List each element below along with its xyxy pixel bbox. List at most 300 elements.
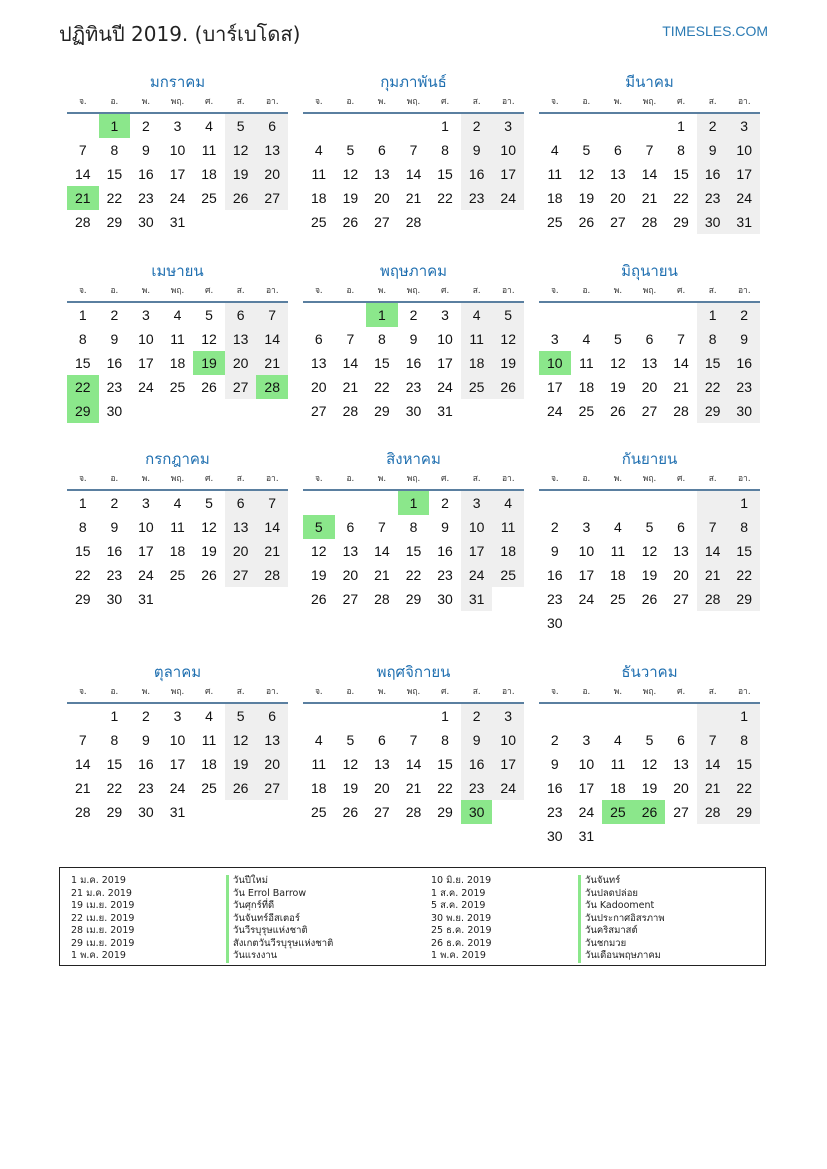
day-cell[interactable]: 3 xyxy=(582,519,591,535)
day-cell[interactable]: 4 xyxy=(314,142,323,158)
day-cell[interactable]: 24 xyxy=(169,190,186,206)
day-cell[interactable]: 31 xyxy=(169,214,186,230)
day-cell[interactable]: 11 xyxy=(492,515,524,539)
holiday-day-cell[interactable]: 10 xyxy=(539,351,571,375)
day-cell[interactable]: 17 xyxy=(169,166,186,182)
day-cell[interactable]: 19 xyxy=(492,351,524,375)
day-cell[interactable]: 25 xyxy=(201,780,217,796)
day-cell[interactable]: 11 xyxy=(461,327,493,351)
day-cell[interactable]: 15 xyxy=(437,166,453,182)
day-cell[interactable]: 20 xyxy=(673,780,689,796)
day-cell[interactable]: 13 xyxy=(641,355,658,371)
day-cell[interactable]: 6 xyxy=(256,704,288,728)
day-cell[interactable]: 7 xyxy=(677,331,685,347)
day-cell[interactable]: 28 xyxy=(256,563,288,587)
day-cell[interactable]: 24 xyxy=(138,567,154,583)
day-cell[interactable]: 22 xyxy=(673,190,689,206)
day-cell[interactable]: 14 xyxy=(74,756,91,772)
day-cell[interactable]: 22 xyxy=(74,567,91,583)
day-cell[interactable]: 16 xyxy=(138,756,154,772)
day-cell[interactable]: 21 xyxy=(697,563,729,587)
day-cell[interactable]: 30 xyxy=(138,804,154,820)
day-cell[interactable]: 18 xyxy=(578,379,595,395)
day-cell[interactable]: 24 xyxy=(492,776,524,800)
day-cell[interactable]: 1 xyxy=(728,704,760,728)
day-cell[interactable]: 16 xyxy=(697,162,729,186)
day-cell[interactable]: 12 xyxy=(201,331,217,347)
day-cell[interactable]: 16 xyxy=(728,351,760,375)
day-cell[interactable]: 21 xyxy=(405,190,422,206)
day-cell[interactable]: 23 xyxy=(546,804,563,820)
day-cell[interactable]: 7 xyxy=(256,491,288,515)
day-cell[interactable]: 9 xyxy=(550,543,559,559)
day-cell[interactable]: 4 xyxy=(205,708,213,724)
day-cell[interactable]: 6 xyxy=(677,732,685,748)
day-cell[interactable]: 15 xyxy=(74,543,91,559)
day-cell[interactable]: 16 xyxy=(546,780,563,796)
day-cell[interactable]: 10 xyxy=(138,331,154,347)
day-cell[interactable]: 8 xyxy=(409,519,418,535)
day-cell[interactable]: 27 xyxy=(342,591,359,607)
day-cell[interactable]: 28 xyxy=(697,587,729,611)
day-cell[interactable]: 30 xyxy=(106,403,123,419)
day-cell[interactable]: 5 xyxy=(614,331,622,347)
day-cell[interactable]: 2 xyxy=(697,114,729,138)
day-cell[interactable]: 1 xyxy=(728,491,760,515)
day-cell[interactable]: 20 xyxy=(256,162,288,186)
day-cell[interactable]: 12 xyxy=(641,543,658,559)
day-cell[interactable]: 7 xyxy=(409,732,418,748)
holiday-day-cell[interactable]: 1 xyxy=(398,491,430,515)
day-cell[interactable]: 15 xyxy=(728,539,760,563)
day-cell[interactable]: 9 xyxy=(110,519,119,535)
day-cell[interactable]: 25 xyxy=(578,403,595,419)
day-cell[interactable]: 31 xyxy=(437,403,453,419)
day-cell[interactable]: 7 xyxy=(697,728,729,752)
day-cell[interactable]: 9 xyxy=(142,142,150,158)
day-cell[interactable]: 21 xyxy=(673,379,689,395)
day-cell[interactable]: 23 xyxy=(138,780,154,796)
day-cell[interactable]: 17 xyxy=(437,355,453,371)
day-cell[interactable]: 5 xyxy=(205,495,213,511)
day-cell[interactable]: 9 xyxy=(550,756,559,772)
day-cell[interactable]: 30 xyxy=(138,214,154,230)
day-cell[interactable]: 5 xyxy=(205,307,213,323)
day-cell[interactable]: 13 xyxy=(225,327,257,351)
day-cell[interactable]: 10 xyxy=(578,543,595,559)
day-cell[interactable]: 24 xyxy=(138,379,154,395)
day-cell[interactable]: 8 xyxy=(110,732,119,748)
day-cell[interactable]: 10 xyxy=(169,732,186,748)
day-cell[interactable]: 14 xyxy=(405,756,422,772)
day-cell[interactable]: 11 xyxy=(311,166,327,182)
day-cell[interactable]: 27 xyxy=(610,214,626,230)
day-cell[interactable]: 15 xyxy=(728,752,760,776)
day-cell[interactable]: 21 xyxy=(74,780,91,796)
holiday-day-cell[interactable]: 28 xyxy=(256,375,288,399)
day-cell[interactable]: 21 xyxy=(256,539,288,563)
day-cell[interactable]: 11 xyxy=(201,142,217,158)
day-cell[interactable]: 13 xyxy=(374,756,390,772)
day-cell[interactable]: 13 xyxy=(673,756,689,772)
day-cell[interactable]: 13 xyxy=(310,355,327,371)
day-cell[interactable]: 25 xyxy=(461,375,493,399)
day-cell[interactable]: 8 xyxy=(728,515,760,539)
day-cell[interactable]: 9 xyxy=(728,327,760,351)
day-cell[interactable]: 1 xyxy=(78,495,87,511)
day-cell[interactable]: 15 xyxy=(697,351,729,375)
day-cell[interactable]: 27 xyxy=(673,804,689,820)
day-cell[interactable]: 21 xyxy=(256,351,288,375)
holiday-day-cell[interactable]: 5 xyxy=(303,515,335,539)
day-cell[interactable]: 10 xyxy=(461,515,493,539)
day-cell[interactable]: 18 xyxy=(610,780,626,796)
day-cell[interactable]: 28 xyxy=(342,403,359,419)
day-cell[interactable]: 31 xyxy=(728,210,760,234)
day-cell[interactable]: 3 xyxy=(173,118,182,134)
day-cell[interactable]: 3 xyxy=(550,331,559,347)
day-cell[interactable]: 31 xyxy=(138,591,154,607)
day-cell[interactable]: 17 xyxy=(138,355,154,371)
day-cell[interactable]: 3 xyxy=(492,704,524,728)
day-cell[interactable]: 24 xyxy=(461,563,493,587)
day-cell[interactable]: 2 xyxy=(142,708,150,724)
day-cell[interactable]: 10 xyxy=(492,138,524,162)
day-cell[interactable]: 15 xyxy=(74,355,91,371)
day-cell[interactable]: 2 xyxy=(461,704,493,728)
day-cell[interactable]: 27 xyxy=(673,591,689,607)
day-cell[interactable]: 27 xyxy=(641,403,658,419)
day-cell[interactable]: 14 xyxy=(697,752,729,776)
day-cell[interactable]: 28 xyxy=(74,214,91,230)
day-cell[interactable]: 30 xyxy=(546,828,563,844)
day-cell[interactable]: 13 xyxy=(256,138,288,162)
day-cell[interactable]: 26 xyxy=(342,214,359,230)
holiday-day-cell[interactable]: 21 xyxy=(67,186,99,210)
day-cell[interactable]: 17 xyxy=(578,567,595,583)
day-cell[interactable]: 20 xyxy=(342,567,359,583)
day-cell[interactable]: 16 xyxy=(546,567,563,583)
day-cell[interactable]: 12 xyxy=(610,355,626,371)
day-cell[interactable]: 5 xyxy=(492,303,524,327)
day-cell[interactable]: 11 xyxy=(170,519,185,535)
day-cell[interactable]: 4 xyxy=(173,307,182,323)
day-cell[interactable]: 2 xyxy=(461,114,493,138)
day-cell[interactable]: 16 xyxy=(405,355,422,371)
day-cell[interactable]: 20 xyxy=(310,379,327,395)
day-cell[interactable]: 12 xyxy=(342,166,359,182)
day-cell[interactable]: 25 xyxy=(201,190,217,206)
day-cell[interactable]: 9 xyxy=(461,728,493,752)
day-cell[interactable]: 8 xyxy=(110,142,119,158)
day-cell[interactable]: 11 xyxy=(610,543,626,559)
day-cell[interactable]: 29 xyxy=(106,214,123,230)
day-cell[interactable]: 18 xyxy=(546,190,563,206)
day-cell[interactable]: 6 xyxy=(346,519,355,535)
day-cell[interactable]: 22 xyxy=(437,190,453,206)
day-cell[interactable]: 5 xyxy=(225,704,257,728)
day-cell[interactable]: 8 xyxy=(441,732,449,748)
day-cell[interactable]: 20 xyxy=(673,567,689,583)
holiday-day-cell[interactable]: 19 xyxy=(193,351,225,375)
day-cell[interactable]: 17 xyxy=(461,539,493,563)
day-cell[interactable]: 30 xyxy=(405,403,422,419)
day-cell[interactable]: 15 xyxy=(374,355,390,371)
day-cell[interactable]: 19 xyxy=(610,379,626,395)
day-cell[interactable]: 6 xyxy=(677,519,685,535)
day-cell[interactable]: 24 xyxy=(437,379,453,395)
day-cell[interactable]: 20 xyxy=(641,379,658,395)
day-cell[interactable]: 12 xyxy=(492,327,524,351)
day-cell[interactable]: 28 xyxy=(697,800,729,824)
day-cell[interactable]: 4 xyxy=(173,495,182,511)
day-cell[interactable]: 3 xyxy=(173,708,182,724)
day-cell[interactable]: 21 xyxy=(405,780,422,796)
day-cell[interactable]: 9 xyxy=(142,732,150,748)
day-cell[interactable]: 29 xyxy=(374,403,390,419)
day-cell[interactable]: 2 xyxy=(142,118,150,134)
day-cell[interactable]: 18 xyxy=(201,166,217,182)
day-cell[interactable]: 11 xyxy=(579,355,594,371)
day-cell[interactable]: 27 xyxy=(225,563,257,587)
day-cell[interactable]: 6 xyxy=(378,732,386,748)
day-cell[interactable]: 21 xyxy=(697,776,729,800)
holiday-day-cell[interactable]: 25 xyxy=(602,800,634,824)
day-cell[interactable]: 12 xyxy=(342,756,359,772)
day-cell[interactable]: 10 xyxy=(138,519,154,535)
day-cell[interactable]: 28 xyxy=(641,214,658,230)
day-cell[interactable]: 14 xyxy=(374,543,390,559)
holiday-day-cell[interactable]: 30 xyxy=(461,800,493,824)
holiday-day-cell[interactable]: 1 xyxy=(366,303,398,327)
day-cell[interactable]: 17 xyxy=(169,756,186,772)
day-cell[interactable]: 15 xyxy=(673,166,689,182)
day-cell[interactable]: 12 xyxy=(641,756,658,772)
day-cell[interactable]: 8 xyxy=(697,327,729,351)
day-cell[interactable]: 20 xyxy=(374,190,390,206)
day-cell[interactable]: 3 xyxy=(492,114,524,138)
holiday-day-cell[interactable]: 1 xyxy=(99,114,131,138)
day-cell[interactable]: 11 xyxy=(170,331,185,347)
day-cell[interactable]: 4 xyxy=(205,118,213,134)
day-cell[interactable]: 13 xyxy=(342,543,359,559)
day-cell[interactable]: 21 xyxy=(641,190,658,206)
day-cell[interactable]: 23 xyxy=(728,375,760,399)
day-cell[interactable]: 19 xyxy=(342,780,359,796)
day-cell[interactable]: 18 xyxy=(492,539,524,563)
day-cell[interactable]: 7 xyxy=(78,142,87,158)
day-cell[interactable]: 16 xyxy=(106,355,123,371)
day-cell[interactable]: 8 xyxy=(441,142,449,158)
day-cell[interactable]: 3 xyxy=(728,114,760,138)
day-cell[interactable]: 13 xyxy=(610,166,626,182)
day-cell[interactable]: 21 xyxy=(342,379,359,395)
day-cell[interactable]: 10 xyxy=(437,331,453,347)
day-cell[interactable]: 19 xyxy=(641,567,658,583)
day-cell[interactable]: 14 xyxy=(673,355,689,371)
day-cell[interactable]: 23 xyxy=(106,379,123,395)
day-cell[interactable]: 25 xyxy=(610,591,626,607)
day-cell[interactable]: 25 xyxy=(492,563,524,587)
day-cell[interactable]: 15 xyxy=(437,756,453,772)
day-cell[interactable]: 9 xyxy=(441,519,449,535)
day-cell[interactable]: 18 xyxy=(461,351,493,375)
day-cell[interactable]: 26 xyxy=(201,567,217,583)
day-cell[interactable]: 15 xyxy=(106,756,123,772)
day-cell[interactable]: 25 xyxy=(169,379,186,395)
day-cell[interactable]: 7 xyxy=(346,331,355,347)
day-cell[interactable]: 27 xyxy=(374,804,390,820)
day-cell[interactable]: 7 xyxy=(256,303,288,327)
day-cell[interactable]: 14 xyxy=(342,355,359,371)
day-cell[interactable]: 29 xyxy=(697,399,729,423)
day-cell[interactable]: 5 xyxy=(346,732,355,748)
day-cell[interactable]: 26 xyxy=(342,804,359,820)
day-cell[interactable]: 18 xyxy=(310,190,327,206)
day-cell[interactable]: 26 xyxy=(310,591,327,607)
day-cell[interactable]: 21 xyxy=(374,567,390,583)
day-cell[interactable]: 14 xyxy=(405,166,422,182)
day-cell[interactable]: 26 xyxy=(225,186,257,210)
day-cell[interactable]: 12 xyxy=(225,138,257,162)
day-cell[interactable]: 28 xyxy=(74,804,91,820)
day-cell[interactable]: 31 xyxy=(169,804,186,820)
day-cell[interactable]: 6 xyxy=(225,303,257,327)
holiday-day-cell[interactable]: 29 xyxy=(67,399,99,423)
day-cell[interactable]: 14 xyxy=(256,515,288,539)
day-cell[interactable]: 18 xyxy=(169,355,186,371)
day-cell[interactable]: 27 xyxy=(256,186,288,210)
day-cell[interactable]: 28 xyxy=(374,591,390,607)
day-cell[interactable]: 4 xyxy=(492,491,524,515)
day-cell[interactable]: 18 xyxy=(310,780,327,796)
holiday-day-cell[interactable]: 22 xyxy=(67,375,99,399)
day-cell[interactable]: 31 xyxy=(461,587,493,611)
day-cell[interactable]: 17 xyxy=(546,379,563,395)
day-cell[interactable]: 7 xyxy=(645,142,654,158)
day-cell[interactable]: 1 xyxy=(677,118,685,134)
day-cell[interactable]: 26 xyxy=(225,776,257,800)
day-cell[interactable]: 1 xyxy=(441,708,449,724)
day-cell[interactable]: 2 xyxy=(409,307,418,323)
day-cell[interactable]: 22 xyxy=(728,776,760,800)
day-cell[interactable]: 15 xyxy=(405,543,422,559)
day-cell[interactable]: 14 xyxy=(641,166,658,182)
day-cell[interactable]: 4 xyxy=(582,331,591,347)
day-cell[interactable]: 24 xyxy=(492,186,524,210)
day-cell[interactable]: 6 xyxy=(614,142,622,158)
day-cell[interactable]: 22 xyxy=(106,190,123,206)
day-cell[interactable]: 9 xyxy=(110,331,119,347)
day-cell[interactable]: 1 xyxy=(110,708,119,724)
day-cell[interactable]: 8 xyxy=(677,142,685,158)
day-cell[interactable]: 29 xyxy=(106,804,123,820)
day-cell[interactable]: 28 xyxy=(673,403,689,419)
day-cell[interactable]: 23 xyxy=(461,186,493,210)
day-cell[interactable]: 3 xyxy=(441,307,449,323)
day-cell[interactable]: 30 xyxy=(106,591,123,607)
day-cell[interactable]: 14 xyxy=(697,539,729,563)
day-cell[interactable]: 29 xyxy=(74,591,91,607)
day-cell[interactable]: 25 xyxy=(169,567,186,583)
day-cell[interactable]: 7 xyxy=(378,519,386,535)
day-cell[interactable]: 29 xyxy=(728,587,760,611)
day-cell[interactable]: 19 xyxy=(310,567,327,583)
day-cell[interactable]: 4 xyxy=(614,732,622,748)
day-cell[interactable]: 19 xyxy=(225,752,257,776)
day-cell[interactable]: 9 xyxy=(461,138,493,162)
day-cell[interactable]: 17 xyxy=(492,752,524,776)
day-cell[interactable]: 4 xyxy=(614,519,622,535)
day-cell[interactable]: 20 xyxy=(610,190,626,206)
day-cell[interactable]: 17 xyxy=(728,162,760,186)
day-cell[interactable]: 27 xyxy=(225,375,257,399)
day-cell[interactable]: 22 xyxy=(437,780,453,796)
day-cell[interactable]: 13 xyxy=(673,543,689,559)
day-cell[interactable]: 15 xyxy=(106,166,123,182)
day-cell[interactable]: 24 xyxy=(546,403,563,419)
day-cell[interactable]: 2 xyxy=(550,732,559,748)
day-cell[interactable]: 29 xyxy=(437,804,453,820)
day-cell[interactable]: 7 xyxy=(697,515,729,539)
day-cell[interactable]: 8 xyxy=(78,519,87,535)
day-cell[interactable]: 9 xyxy=(697,138,729,162)
day-cell[interactable]: 16 xyxy=(437,543,453,559)
day-cell[interactable]: 10 xyxy=(728,138,760,162)
day-cell[interactable]: 4 xyxy=(550,142,559,158)
day-cell[interactable]: 28 xyxy=(405,804,422,820)
day-cell[interactable]: 23 xyxy=(405,379,422,395)
day-cell[interactable]: 19 xyxy=(641,780,658,796)
day-cell[interactable]: 17 xyxy=(578,780,595,796)
day-cell[interactable]: 30 xyxy=(546,615,563,631)
day-cell[interactable]: 20 xyxy=(256,752,288,776)
day-cell[interactable]: 11 xyxy=(547,166,563,182)
day-cell[interactable]: 25 xyxy=(310,804,327,820)
day-cell[interactable]: 23 xyxy=(461,776,493,800)
day-cell[interactable]: 3 xyxy=(461,491,493,515)
day-cell[interactable]: 7 xyxy=(409,142,418,158)
day-cell[interactable]: 12 xyxy=(310,543,327,559)
day-cell[interactable]: 29 xyxy=(405,591,422,607)
day-cell[interactable]: 26 xyxy=(201,379,217,395)
day-cell[interactable]: 3 xyxy=(582,732,591,748)
day-cell[interactable]: 6 xyxy=(645,331,654,347)
day-cell[interactable]: 13 xyxy=(374,166,390,182)
day-cell[interactable]: 23 xyxy=(546,591,563,607)
day-cell[interactable]: 4 xyxy=(314,732,323,748)
day-cell[interactable]: 26 xyxy=(578,214,595,230)
day-cell[interactable]: 5 xyxy=(346,142,355,158)
day-cell[interactable]: 1 xyxy=(78,307,87,323)
day-cell[interactable]: 10 xyxy=(169,142,186,158)
day-cell[interactable]: 26 xyxy=(641,591,658,607)
day-cell[interactable]: 16 xyxy=(106,543,123,559)
day-cell[interactable]: 5 xyxy=(645,519,654,535)
day-cell[interactable]: 2 xyxy=(728,303,760,327)
day-cell[interactable]: 11 xyxy=(610,756,626,772)
day-cell[interactable]: 25 xyxy=(310,214,327,230)
day-cell[interactable]: 22 xyxy=(106,780,123,796)
day-cell[interactable]: 27 xyxy=(256,776,288,800)
day-cell[interactable]: 10 xyxy=(492,728,524,752)
day-cell[interactable]: 3 xyxy=(142,495,150,511)
day-cell[interactable]: 8 xyxy=(378,331,386,347)
day-cell[interactable]: 5 xyxy=(645,732,654,748)
day-cell[interactable]: 23 xyxy=(697,186,729,210)
day-cell[interactable]: 22 xyxy=(697,375,729,399)
day-cell[interactable]: 20 xyxy=(225,539,257,563)
